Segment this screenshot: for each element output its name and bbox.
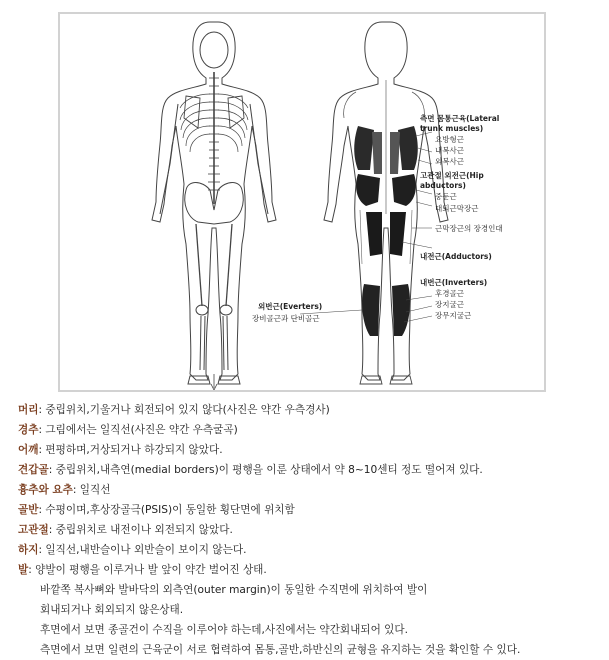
- label-hip-abductors: 고관절 외전근(Hip: [420, 171, 484, 180]
- label-adductors: 내전근(Adductors): [420, 252, 492, 261]
- text-line-spine: 흉추와 요추: 일직선: [18, 484, 111, 496]
- text-line-feet-4: 후면에서 보면 종골건이 수직을 이루어야 하는데,사진에서는 약간회내되어 있다.: [40, 624, 409, 636]
- label-fdl: 장지굴근: [435, 300, 464, 309]
- label-external-oblique: 외복사근: [435, 157, 464, 166]
- posture-illustration: [60, 14, 544, 390]
- text-line-feet-2: 바깥쪽 복사뼈와 발바닥의 외측연(outer margin)이 동일한 수직면에 위치하여 발이: [40, 584, 428, 596]
- text-line-feet: 발: 양발이 평행을 이루거나 발 앞이 약간 벌어진 상태.: [18, 564, 267, 576]
- label-internal-oblique: 내복사근: [435, 146, 464, 155]
- text-line-head: 머리: 중립위치,기울거나 회전되어 있지 않다(사진은 약간 우측경사): [18, 404, 330, 416]
- label-peroneus: 장비골근과 단비골근: [252, 314, 320, 323]
- label-it-band: 근막장근의 장경인대: [435, 224, 503, 233]
- label-fhl: 장무지굴근: [435, 311, 472, 320]
- text-line-feet-5: 측면에서 보면 일련의 근육군이 서로 협력하여 몸통,골반,하반신의 균형을 유지하는 것을 확인할 수 있다.: [40, 644, 521, 656]
- figure-frame: [58, 12, 546, 392]
- text-line-legs: 하지: 일직선,내반슬이나 외반슬이 보이지 않는다.: [18, 544, 247, 556]
- label-everters: 외번근(Everters): [258, 302, 323, 311]
- label-tfl: 대퇴근막장근: [435, 204, 479, 213]
- label-tibialis-posterior: 후경골근: [435, 289, 464, 298]
- muscle-figure: [300, 22, 448, 384]
- label-gluteus-medius: 중둔근: [435, 192, 457, 201]
- text-line-cervical: 경추: 그림에서는 일직선(사진은 약간 우측굴곡): [18, 424, 238, 436]
- text-line-hip: 고관절: 중립위치로 내전이나 외전되지 않았다.: [18, 524, 233, 536]
- text-line-feet-3: 회내되거나 회외되지 않은상태.: [40, 604, 184, 616]
- label-lateral-trunk-2: trunk muscles): [420, 124, 484, 133]
- text-line-shoulder: 어깨: 편평하며,거상되거나 하강되지 않았다.: [18, 444, 223, 456]
- label-hip-abductors-2: abductors): [420, 181, 466, 190]
- label-quadratus: 요방형근: [435, 135, 464, 144]
- text-line-pelvis: 골반: 수평이며,후상장골극(PSIS)이 동일한 횡단면에 위치함: [18, 504, 295, 516]
- skeleton-figure: [152, 22, 276, 390]
- posture-description: [18, 400, 603, 660]
- label-lateral-trunk: 측면 몸통근육(Lateral: [420, 114, 500, 123]
- text-line-scapula: 견갑골: 중립위치,내측연(medial borders)이 평행을 이룬 상태에서 약 8~10센티 정도 떨어져 있다.: [18, 464, 483, 476]
- label-inverters: 내번근(Inverters): [420, 278, 488, 287]
